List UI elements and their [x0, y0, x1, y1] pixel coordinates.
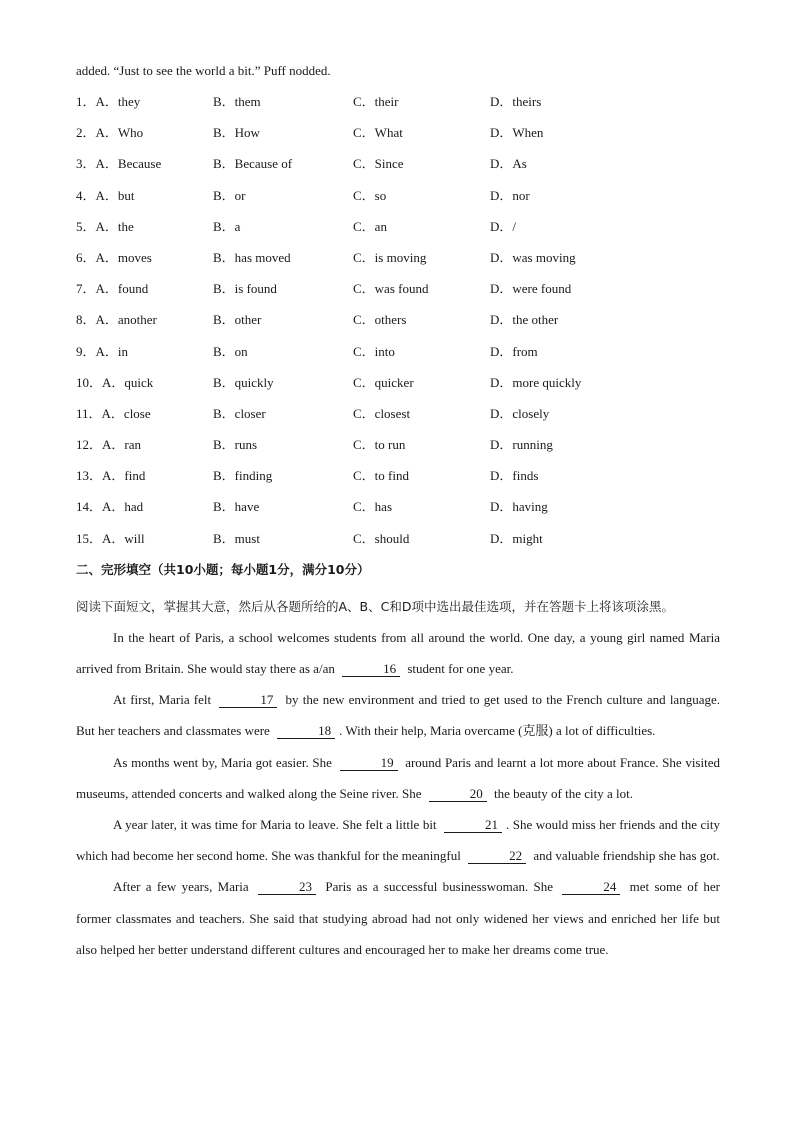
document-page — [76, 61, 720, 965]
option-c: C．to find — [353, 468, 409, 484]
blank-20: 20 — [429, 786, 487, 802]
question-row-11 — [76, 404, 720, 435]
text: A year later, it was time for Maria to leave. She felt a little bit — [113, 817, 441, 833]
passage-paragraph-5 — [76, 871, 720, 965]
text: the beauty of the city a lot. — [490, 785, 633, 801]
option-d: D．might — [490, 530, 543, 546]
option-a-text: A．they — [95, 94, 141, 109]
question-row-3 — [76, 154, 720, 185]
option-d: D．having — [490, 499, 548, 515]
question-number: 3． — [76, 156, 96, 172]
text: student for one year. — [404, 661, 514, 677]
option-b: B．must — [213, 530, 260, 546]
question-number: 2． — [76, 125, 96, 141]
text: At first, Maria felt — [113, 692, 216, 708]
option-b: B．closer — [213, 405, 266, 421]
question-number: 9． — [76, 343, 96, 359]
option-c: C．was found — [353, 281, 429, 297]
option-a — [76, 404, 151, 424]
option-a — [76, 186, 135, 206]
option-d: D．the other — [490, 312, 559, 328]
question-number: 8． — [76, 312, 96, 328]
option-a-text: A．close — [101, 405, 151, 421]
option-a — [76, 373, 153, 393]
option-d: D．was moving — [490, 249, 576, 265]
option-d: D．from — [490, 343, 538, 359]
option-d: D．As — [490, 156, 527, 172]
option-c: C．others — [353, 312, 407, 328]
option-c: C．their — [353, 94, 399, 109]
option-c: C．into — [353, 343, 395, 359]
option-d: D．running — [490, 437, 553, 453]
option-a — [76, 310, 157, 330]
option-b: B．Because of — [213, 156, 293, 172]
option-a-text: A．quick — [102, 374, 154, 390]
question-row-6 — [76, 248, 720, 279]
blank-24: 24 — [562, 879, 620, 895]
option-c: C．an — [353, 218, 387, 234]
question-row-15 — [76, 529, 720, 560]
blank-16: 16 — [342, 661, 400, 677]
text: and valuable friendship she has got. — [530, 848, 720, 864]
option-c: C．What — [353, 125, 403, 141]
question-number: 10． — [76, 374, 103, 390]
option-b: B．runs — [213, 437, 258, 453]
option-b: B．other — [213, 312, 262, 328]
question-row-4 — [76, 186, 720, 217]
question-number: 1． — [76, 94, 96, 109]
option-a-text: A．the — [95, 218, 134, 234]
text: by the new environment and tried to get used to the French culture and language. But her teachers and classmates were — [76, 692, 720, 739]
option-a-text: A．will — [102, 530, 145, 546]
option-a-text: A．Because — [95, 156, 162, 172]
option-c: C．is moving — [353, 249, 427, 265]
question-number: 5． — [76, 218, 96, 234]
option-b: B．on — [213, 343, 248, 359]
option-a — [76, 123, 143, 143]
option-a — [76, 154, 161, 174]
option-d: D．finds — [490, 468, 539, 484]
option-a — [76, 342, 128, 362]
option-c: C．closest — [353, 405, 411, 421]
option-b: B．a — [213, 218, 241, 234]
option-d: D．closely — [490, 405, 550, 421]
passage-paragraph-2 — [76, 684, 720, 746]
option-d: D．When — [490, 125, 544, 141]
option-a — [76, 92, 140, 112]
question-row-14 — [76, 497, 720, 528]
option-b: B．have — [213, 499, 260, 515]
section-instruction: 阅读下面短文，掌握其大意，然后从各题所给的A、B、C和D项中选出最佳选项，并在答题卡上将该项涂黑。 — [76, 598, 674, 614]
question-row-8 — [76, 310, 720, 341]
option-a — [76, 466, 145, 486]
option-b: B．How — [213, 125, 260, 141]
blank-18: 18 — [277, 723, 335, 739]
question-number: 12． — [76, 437, 103, 453]
option-b: B．is found — [213, 281, 277, 297]
question-row-13 — [76, 466, 720, 497]
passage-paragraph-3 — [76, 747, 720, 809]
option-c: C．has — [353, 499, 393, 515]
question-number: 14． — [76, 499, 103, 515]
option-c: C．to run — [353, 437, 406, 453]
blank-22: 22 — [468, 848, 526, 864]
question-number: 13． — [76, 468, 103, 484]
option-a-text: A．found — [95, 281, 149, 297]
question-number: 11． — [76, 405, 102, 421]
text: As months went by, Maria got easier. She — [113, 754, 336, 770]
option-a — [76, 279, 148, 299]
text: Paris as a successful businesswoman. She — [320, 879, 559, 895]
option-d: D．were found — [490, 281, 572, 297]
blank-21: 21 — [444, 817, 502, 833]
question-row-12 — [76, 435, 720, 466]
blank-23: 23 — [258, 879, 316, 895]
question-number: 4． — [76, 187, 96, 203]
blank-19: 19 — [340, 755, 398, 771]
option-a — [76, 217, 134, 237]
question-number: 7． — [76, 281, 96, 297]
text: . She would miss her friends and the city which had become her second home. She was thankful for the meaningful — [76, 817, 720, 864]
option-b: B．finding — [213, 468, 273, 484]
option-d: D．nor — [490, 187, 530, 203]
blank-17: 17 — [219, 692, 277, 708]
option-b: B．them — [213, 94, 261, 109]
option-a — [76, 435, 141, 455]
option-d: D．/ — [490, 218, 517, 234]
text: around Paris and learnt a lot more about France. She visited museums, attended concerts and walked along the Seine river. She — [76, 754, 720, 801]
option-d: D．more quickly — [490, 374, 582, 390]
option-a-text: A．another — [95, 312, 157, 328]
question-row-1 — [76, 92, 720, 123]
option-a-text: A．Who — [95, 125, 144, 141]
option-a-text: A．but — [95, 187, 135, 203]
question-number: 15． — [76, 530, 103, 546]
option-a — [76, 529, 145, 549]
option-a-text: A．find — [102, 468, 146, 484]
passage-paragraph-1 — [76, 622, 720, 684]
passage-paragraph-4 — [76, 809, 720, 871]
option-a-text: A．ran — [102, 437, 142, 453]
option-a-text: A．had — [102, 499, 144, 515]
question-row-2 — [76, 123, 720, 154]
option-a — [76, 248, 152, 268]
option-c: C．should — [353, 530, 410, 546]
option-d: D．theirs — [490, 94, 542, 109]
question-row-7 — [76, 279, 720, 310]
option-c: C．so — [353, 187, 387, 203]
options-list — [76, 92, 720, 560]
question-row-5 — [76, 217, 720, 248]
option-b: B．or — [213, 187, 246, 203]
intro-line: added. “Just to see the world a bit.” Puff nodded. — [76, 63, 331, 78]
option-a — [76, 497, 143, 517]
text: met some of her former classmates and teachers. She said that studying abroad had not only widened her views and enriched her life but also helped her better understand different cultures and encouraged her to make her dreams come true. — [76, 879, 720, 957]
option-c: C．quicker — [353, 374, 414, 390]
section-title: 二、完形填空（共10小题；每小题1分，满分10分） — [76, 561, 370, 577]
option-c: C．Since — [353, 156, 404, 172]
text: After a few years, Maria — [113, 879, 255, 895]
option-a-text: A．in — [95, 343, 129, 359]
question-row-10 — [76, 373, 720, 404]
option-b: B．quickly — [213, 374, 274, 390]
question-number: 6． — [76, 249, 96, 265]
text: In the heart of Paris, a school welcomes students from all around the world. One day, a young girl named Maria arrived from Britain. She would stay there as a/an — [76, 629, 720, 677]
question-row-9 — [76, 342, 720, 373]
option-a-text: A．moves — [95, 249, 152, 265]
option-b: B．has moved — [213, 249, 291, 265]
text: . With their help, Maria overcame (克服) a lot of difficulties. — [339, 723, 656, 739]
